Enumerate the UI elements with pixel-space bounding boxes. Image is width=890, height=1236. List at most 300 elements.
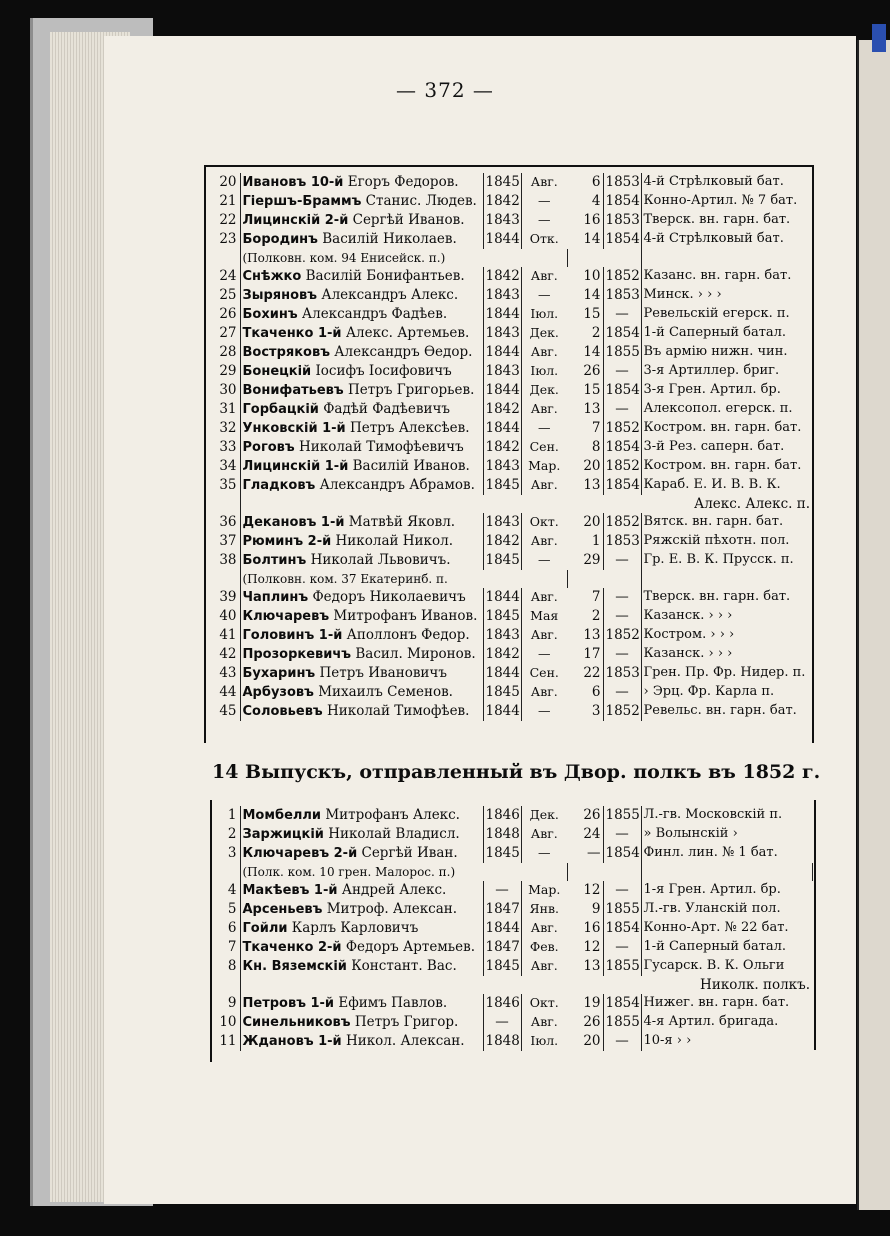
promotion-year: — (603, 305, 641, 324)
release-month: Сен. (529, 439, 559, 454)
release-day: 6 (567, 173, 603, 192)
promotion-year: 1853 (603, 664, 641, 683)
full-name (240, 664, 483, 683)
release-month: Дек. (529, 807, 559, 822)
full-name (240, 438, 483, 457)
assigned-unit: 4-я Артил. бригада. (643, 1014, 779, 1029)
surname: Бородинъ (242, 232, 318, 247)
release-day: — (567, 844, 603, 863)
release-day: 26 (567, 1013, 603, 1032)
release-day: 8 (567, 438, 603, 457)
row-number: 8 (206, 957, 240, 976)
row-number: 1 (206, 806, 240, 825)
table-row (206, 664, 812, 683)
assigned-unit: Грен. Пр. Фр. Нидер. п. (643, 665, 806, 680)
admission-year: 1844 (483, 419, 521, 438)
row-number: 28 (206, 343, 240, 362)
admission-year: 1845 (483, 957, 521, 976)
row-number: 6 (206, 919, 240, 938)
row-number: 7 (206, 938, 240, 957)
surname: Ивановъ 10-й (242, 175, 344, 190)
assigned-unit: Въ армію нижн. чин. (643, 344, 788, 359)
admission-year: 1845 (483, 551, 521, 570)
given-names: Михаилъ Семенов. (318, 684, 453, 700)
release-month: Фев. (529, 939, 559, 954)
promotion-year: 1855 (603, 343, 641, 362)
full-name (240, 173, 483, 192)
admission-year: 1842 (483, 400, 521, 419)
release-day: 3 (567, 702, 603, 721)
row-number: 25 (206, 286, 240, 305)
full-name (240, 400, 483, 419)
given-names: Іосифъ Іосифовичъ (315, 363, 452, 379)
given-names: Митроф. Алексан. (326, 901, 458, 917)
assigned-unit: Финл. лин. № 1 бат. (643, 845, 778, 860)
graduates-table-continued (206, 173, 813, 721)
table-row (206, 400, 812, 419)
promotion-year: 1852 (603, 419, 641, 438)
assigned-unit: 3-я Артиллер. бриг. (643, 363, 780, 378)
full-name (240, 381, 483, 400)
given-names: Матвѣй Яковл. (348, 514, 456, 530)
row-number: 37 (206, 532, 240, 551)
release-month: Авг. (530, 477, 558, 492)
promotion-year: — (603, 400, 641, 419)
promotion-year: 1853 (603, 173, 641, 192)
row-number: 24 (206, 267, 240, 286)
table-row (206, 495, 812, 513)
full-name (240, 588, 483, 607)
admission-year: 1846 (483, 806, 521, 825)
table-row (206, 457, 812, 476)
table-row (206, 626, 812, 645)
row-number: 22 (206, 211, 240, 230)
table-row (206, 1013, 812, 1032)
surname: Момбелли (242, 808, 322, 823)
admission-year: 1844 (483, 343, 521, 362)
row-number: 33 (206, 438, 240, 457)
admission-year: 1845 (483, 607, 521, 626)
surname: Головинъ 1-й (242, 628, 343, 643)
row-note: (Полк. ком. 10 грен. Малорос. п.) (242, 865, 456, 879)
release-month: Мар. (528, 458, 561, 473)
assigned-unit: 1-й Саперный батал. (643, 939, 787, 954)
surname: Синельниковъ (242, 1015, 351, 1030)
table-row (206, 532, 812, 551)
release-month: Іюл. (530, 363, 559, 378)
row-number: 41 (206, 626, 240, 645)
row-number: 30 (206, 381, 240, 400)
table1-right-rule (812, 165, 814, 743)
release-day: 26 (567, 806, 603, 825)
full-name (240, 702, 483, 721)
row-number: 9 (206, 994, 240, 1013)
full-name (240, 881, 483, 900)
admission-year: 1847 (483, 900, 521, 919)
release-day: 4 (567, 192, 603, 211)
promotion-year: — (603, 825, 641, 844)
assigned-unit: Л.-гв. Московскій п. (643, 807, 783, 822)
row-number: 3 (206, 844, 240, 863)
full-name (240, 957, 483, 976)
table-row (206, 230, 812, 249)
row-number: 36 (206, 513, 240, 532)
given-names: Федоръ Артемьев. (345, 939, 476, 955)
assigned-unit: Караб. Е. И. В. В. К. (643, 477, 781, 492)
promotion-year: 1855 (603, 957, 641, 976)
assigned-unit: Костром. вн. гарн. бат. (643, 420, 802, 435)
table-row (206, 381, 812, 400)
release-day: 20 (567, 513, 603, 532)
surname: Болтинъ (242, 553, 307, 568)
assigned-unit: Гр. Е. В. К. Прусск. п. (643, 552, 794, 567)
full-name (240, 286, 483, 305)
admission-year: 1844 (483, 664, 521, 683)
full-name (240, 476, 483, 495)
surname: Бохинъ (242, 307, 298, 322)
surname: Востряковъ (242, 345, 330, 360)
row-number-cell (206, 570, 240, 588)
table-row (206, 900, 812, 919)
table-row (206, 286, 812, 305)
promotion-year: — (603, 607, 641, 626)
given-names: Николай Тимофѣев. (326, 703, 470, 719)
release-day: 13 (567, 476, 603, 495)
release-month: Авг. (530, 684, 558, 699)
row-number: 29 (206, 362, 240, 381)
assigned-unit: Костром. › › › (643, 627, 735, 642)
admission-year: 1848 (483, 825, 521, 844)
release-month: Авг. (530, 174, 558, 189)
release-month: — (538, 646, 551, 661)
release-day: 14 (567, 343, 603, 362)
release-day: 24 (567, 825, 603, 844)
empty-cell (603, 249, 641, 267)
release-month: Янв. (529, 901, 559, 916)
empty-cell (567, 249, 603, 267)
table-row (206, 994, 812, 1013)
given-names: Александръ Абрамов. (319, 477, 475, 493)
surname: Бонецкій (242, 364, 312, 379)
full-name (240, 305, 483, 324)
admission-year: 1847 (483, 938, 521, 957)
admission-year: 1843 (483, 286, 521, 305)
surname: Унковскій 1-й (242, 421, 346, 436)
release-day: 13 (567, 957, 603, 976)
full-name (240, 1013, 483, 1032)
promotion-year: 1855 (603, 900, 641, 919)
promotion-year: 1853 (603, 532, 641, 551)
promotion-year: 1854 (603, 324, 641, 343)
release-day: 16 (567, 211, 603, 230)
given-names: Петръ Алексѣев. (349, 420, 470, 436)
release-day: 20 (567, 1032, 603, 1051)
admission-year: 1845 (483, 683, 521, 702)
promotion-year: 1854 (603, 994, 641, 1013)
given-names: Александръ Фадѣев. (301, 306, 448, 322)
row-number: 42 (206, 645, 240, 664)
given-names: Александръ Өедор. (334, 344, 473, 360)
surname: Заржицкій (242, 827, 324, 842)
row-number: 45 (206, 702, 240, 721)
assigned-unit: » Волынскій › (643, 826, 738, 841)
release-month: Мая (530, 608, 559, 623)
row-number: 44 (206, 683, 240, 702)
release-day: 22 (567, 664, 603, 683)
table-row (206, 806, 812, 825)
table-row (206, 419, 812, 438)
surname: Кн. Вяземскій (242, 959, 347, 974)
given-names: Аполлонъ Федор. (346, 627, 470, 643)
bookmark-ribbon (872, 24, 886, 52)
release-day: 16 (567, 919, 603, 938)
table-row (206, 513, 812, 532)
table-row (206, 825, 812, 844)
release-day: 7 (567, 419, 603, 438)
admission-year: 1842 (483, 645, 521, 664)
row-number: 38 (206, 551, 240, 570)
promotion-year: — (603, 551, 641, 570)
assigned-unit: Вятск. вн. гарн. бат. (643, 514, 784, 529)
promotion-year: — (603, 683, 641, 702)
assigned-unit: Тверск. вн. гарн. бат. (643, 589, 791, 604)
given-names: Митрофанъ Иванов. (333, 608, 478, 624)
surname: Соловьевъ (242, 704, 323, 719)
release-month: Авг. (530, 589, 558, 604)
full-name (240, 825, 483, 844)
assigned-unit: 1-я Грен. Артил. бр. (643, 882, 781, 897)
assigned-unit: Конно-Артил. № 7 бат. (643, 193, 798, 208)
table-row (206, 343, 812, 362)
table-row (206, 192, 812, 211)
promotion-year: 1854 (603, 919, 641, 938)
admission-year: 1844 (483, 230, 521, 249)
release-month: — (538, 287, 551, 302)
promotion-year: 1853 (603, 211, 641, 230)
full-name (240, 457, 483, 476)
admission-year: 1843 (483, 211, 521, 230)
surname: Гладковъ (242, 478, 316, 493)
row-number: 2 (206, 825, 240, 844)
row-number: 20 (206, 173, 240, 192)
table-row (206, 438, 812, 457)
release-month: — (538, 420, 551, 435)
surname: Гіершъ-Браммъ (242, 194, 362, 209)
release-month: — (538, 212, 551, 227)
release-month: Авг. (530, 958, 558, 973)
row-number: 32 (206, 419, 240, 438)
given-names: Фадѣй Фадѣевичъ (323, 401, 451, 417)
surname: Зыряновъ (242, 288, 318, 303)
assigned-unit: 3-й Рез. саперн. бат. (643, 439, 785, 454)
admission-year: 1844 (483, 702, 521, 721)
given-names: Николай Никол. (335, 533, 453, 549)
promotion-year: 1854 (603, 230, 641, 249)
admission-year: 1845 (483, 844, 521, 863)
promotion-year: 1855 (603, 806, 641, 825)
admission-year: — (483, 1013, 521, 1032)
promotion-year: 1852 (603, 457, 641, 476)
table1-left-rule (204, 165, 206, 743)
row-note: (Полковн. ком. 94 Енисейск. п.) (242, 251, 446, 265)
assigned-unit: 4-й Стрѣлковый бат. (643, 174, 784, 189)
full-name (240, 267, 483, 286)
release-month: Авг. (530, 1014, 558, 1029)
assigned-unit: Казанск. › › › (643, 608, 733, 623)
release-month: Авг. (530, 344, 558, 359)
empty-cell (567, 863, 603, 881)
empty-cell (641, 570, 812, 588)
promotion-year: — (603, 1032, 641, 1051)
table-row (206, 173, 812, 192)
table-row (206, 570, 812, 588)
promotion-year: 1852 (603, 513, 641, 532)
admission-year: 1843 (483, 513, 521, 532)
row-number: 40 (206, 607, 240, 626)
assigned-unit: Казанс. вн. гарн. бат. (643, 268, 792, 283)
surname: Прозоркевичъ (242, 647, 352, 662)
given-names: Николай Тимофѣевичъ (298, 439, 464, 455)
release-month: Авг. (530, 268, 558, 283)
assigned-unit: 10-я › › (643, 1033, 692, 1048)
release-month: Дек. (529, 325, 559, 340)
assigned-unit: Казанск. › › › (643, 646, 733, 661)
page-number: — 372 — (396, 78, 494, 102)
empty-cell (521, 570, 567, 588)
table-row (206, 588, 812, 607)
full-name (240, 551, 483, 570)
surname: Ключаревъ (242, 609, 330, 624)
table-row (206, 211, 812, 230)
promotion-year: 1855 (603, 1013, 641, 1032)
full-name (240, 806, 483, 825)
full-name (240, 230, 483, 249)
release-day: 14 (567, 286, 603, 305)
release-day: 7 (567, 588, 603, 607)
release-day: 9 (567, 900, 603, 919)
full-name (240, 938, 483, 957)
full-name (240, 626, 483, 645)
given-names: Станис. Людев. (365, 193, 477, 209)
given-names: Никол. Алексан. (345, 1033, 465, 1049)
release-day: 26 (567, 362, 603, 381)
full-name (240, 645, 483, 664)
assigned-unit: Минск. › › › (643, 287, 722, 302)
release-month: — (538, 552, 551, 567)
row-number-cell (206, 249, 240, 267)
full-name (240, 343, 483, 362)
given-names: Карлъ Карловичъ (291, 920, 419, 936)
table-row (206, 551, 812, 570)
release-day: 13 (567, 400, 603, 419)
assigned-unit: Ряжскій пѣхотн. пол. (643, 533, 790, 548)
empty-cell (641, 863, 812, 881)
admission-year: 1844 (483, 588, 521, 607)
empty-cell (603, 570, 641, 588)
surname: Ждановъ 1-й (242, 1034, 342, 1049)
row-number: 11 (206, 1032, 240, 1051)
given-names: Ефимъ Павлов. (338, 995, 448, 1011)
row-number: 39 (206, 588, 240, 607)
row-number: 21 (206, 192, 240, 211)
release-day: 13 (567, 626, 603, 645)
table2-right-rule (814, 800, 816, 1050)
given-names: Петръ Григор. (354, 1014, 459, 1030)
release-day: 6 (567, 683, 603, 702)
release-day: 14 (567, 230, 603, 249)
assigned-unit: Ревельс. вн. гарн. бат. (643, 703, 797, 718)
table-row (206, 976, 812, 994)
table-row (206, 607, 812, 626)
release-month: Авг. (530, 627, 558, 642)
row-number: 34 (206, 457, 240, 476)
given-names: Василій Иванов. (352, 458, 470, 474)
row-number: 31 (206, 400, 240, 419)
release-14-heading: 14 Выпускъ, отправленный въ Двор. полкъ въ 1852 г. (212, 761, 821, 783)
assigned-unit: 4-й Стрѣлковый бат. (643, 231, 784, 246)
full-name (240, 513, 483, 532)
assigned-unit: Костром. вн. гарн. бат. (643, 458, 802, 473)
row-number: 35 (206, 476, 240, 495)
admission-year: 1843 (483, 362, 521, 381)
full-name (240, 994, 483, 1013)
surname: Арсеньевъ (242, 902, 323, 917)
promotion-year: — (603, 645, 641, 664)
release-day: 2 (567, 324, 603, 343)
unit-continuation: Алекс. Алекс. п. (693, 496, 810, 512)
surname: Ткаченко 1-й (242, 326, 342, 341)
full-name (240, 683, 483, 702)
release-day: 29 (567, 551, 603, 570)
table-row (206, 645, 812, 664)
release-day: 1 (567, 532, 603, 551)
release-month: Окт. (529, 995, 559, 1010)
table-row (206, 324, 812, 343)
release-month: Окт. (529, 514, 559, 529)
table-row (206, 362, 812, 381)
empty-cell (603, 863, 641, 881)
release-month: Авг. (530, 533, 558, 548)
given-names: Егоръ Федоров. (347, 174, 459, 190)
admission-year: 1845 (483, 476, 521, 495)
table-row (206, 305, 812, 324)
release-day: 12 (567, 938, 603, 957)
admission-year: 1842 (483, 438, 521, 457)
table-row (206, 1032, 812, 1051)
promotion-year: — (603, 362, 641, 381)
promotion-year: 1854 (603, 192, 641, 211)
release-day: 2 (567, 607, 603, 626)
surname: Вонифатьевъ (242, 383, 344, 398)
surname: Лицинскій 2-й (242, 213, 349, 228)
table-row (206, 938, 812, 957)
release-month: Авг. (530, 920, 558, 935)
release-day: 12 (567, 881, 603, 900)
surname: Декановъ 1-й (242, 515, 345, 530)
given-names: Сергѣй Иван. (361, 845, 458, 861)
row-number: 23 (206, 230, 240, 249)
surname: Снѣжко (242, 269, 302, 284)
release-day: 20 (567, 457, 603, 476)
promotion-year: 1854 (603, 438, 641, 457)
assigned-unit: 3-я Грен. Артил. бр. (643, 382, 781, 397)
full-name (240, 362, 483, 381)
table-row (206, 702, 812, 721)
release-month: — (538, 193, 551, 208)
release-month: Іюл. (530, 1033, 559, 1048)
assigned-unit: Ревельскій егерск. п. (643, 306, 790, 321)
release-day: 17 (567, 645, 603, 664)
